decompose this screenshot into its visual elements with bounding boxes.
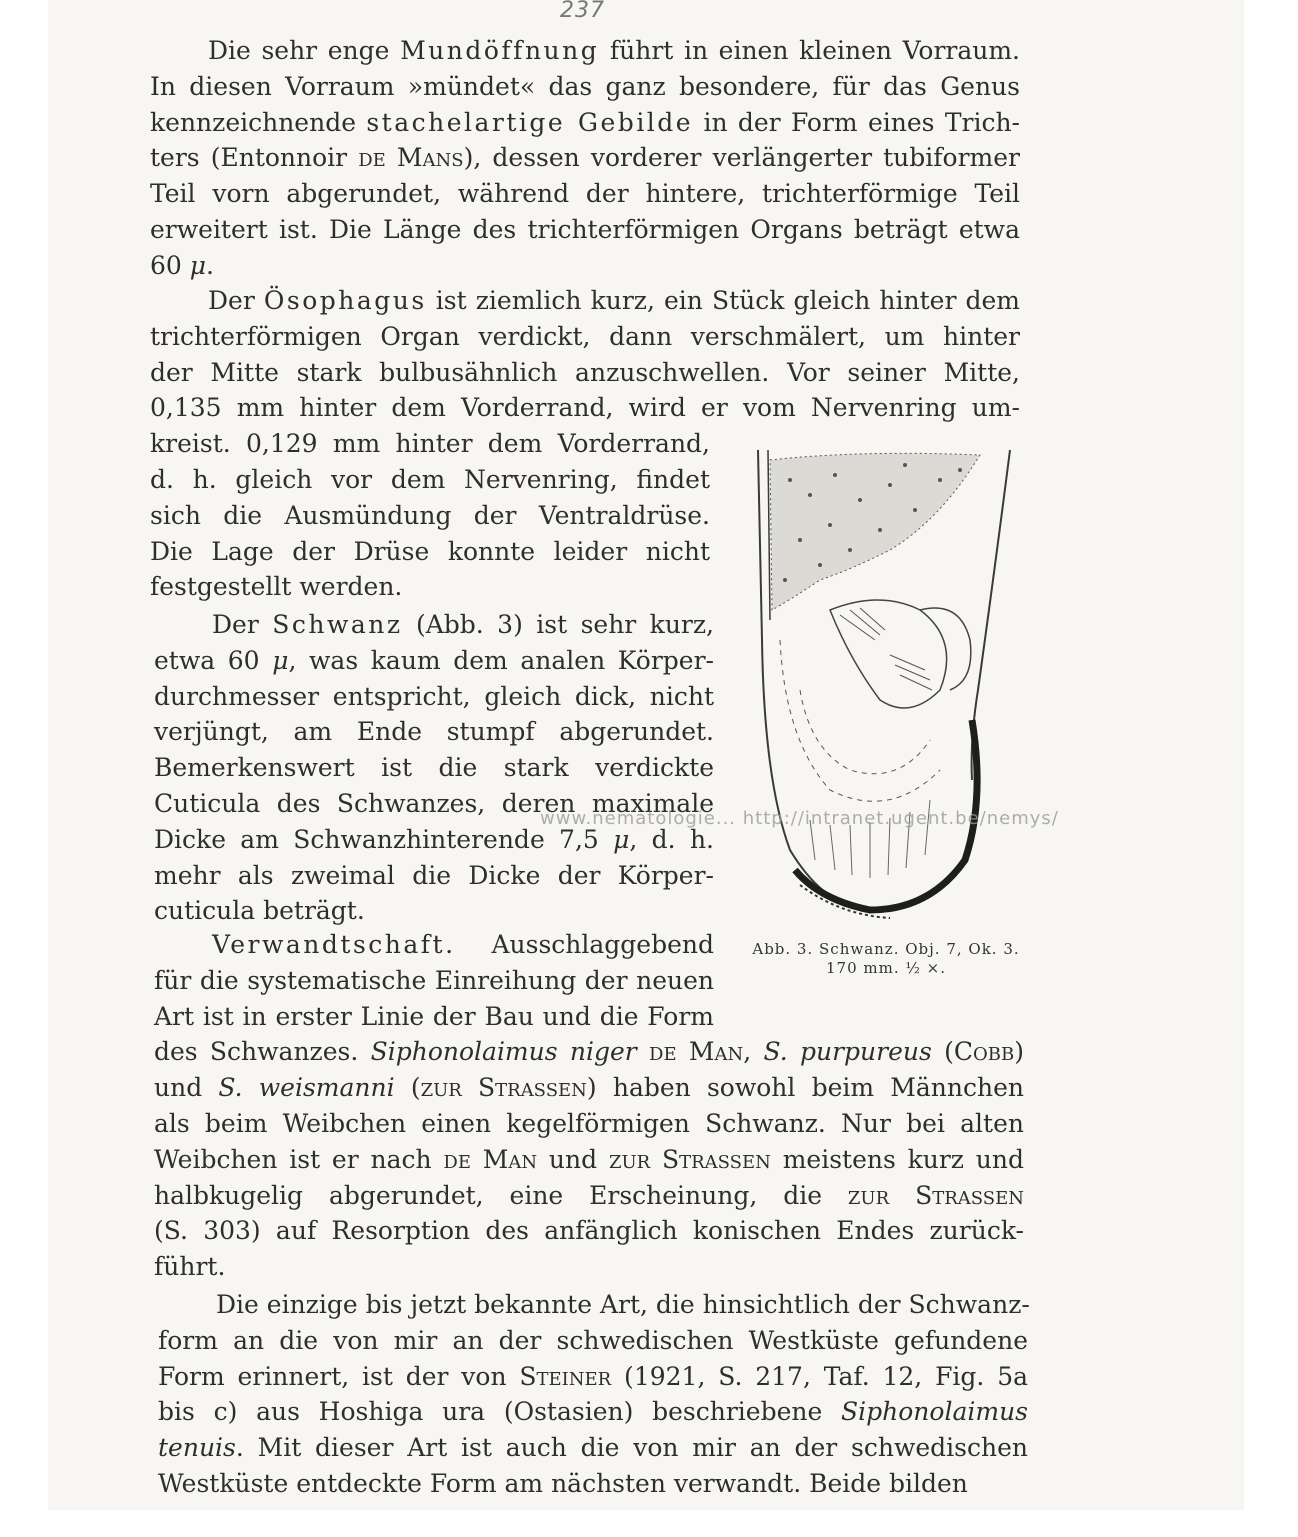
text-run: Die sehr enge — [208, 36, 401, 65]
text-run: festgestellt werden. — [150, 572, 403, 602]
text-run: ) — [1014, 1037, 1024, 1067]
text-run: Art ist in erster Linie der Bau und die Form — [154, 1001, 714, 1031]
paragraph-4-line — [212, 930, 714, 960]
paragraph-1-line — [208, 36, 1020, 66]
author-name: Cobb — [953, 1037, 1015, 1067]
italic-term: μ — [272, 645, 289, 675]
paragraph-5-line — [158, 1469, 968, 1499]
paragraph-3-line — [154, 646, 714, 676]
author-name: de Man — [649, 1037, 744, 1067]
text-run: (1921, S. 217, Taf. 12, Fig. 5a — [611, 1361, 1029, 1391]
text-run: der Mitte stark bulbusähnlich anzuschwellen. Vor seiner Mitte, — [150, 357, 1020, 387]
paragraph-4-line — [154, 1216, 1024, 1246]
text-run: (S. 303) auf Resorption des anfänglich konischen Endes zurück- — [154, 1216, 1024, 1246]
text-run: Dicke am Schwanzhinterende 7,5 — [154, 824, 614, 854]
italic-term: μ — [189, 250, 207, 280]
paragraph-2-line — [208, 286, 1020, 316]
paragraph-1-line — [150, 251, 214, 281]
text-run: cuticula beträgt. — [154, 896, 365, 926]
text-run: Form erinnert, ist der von — [158, 1361, 520, 1391]
text-run: verjüngt, am Ende stumpf abgerundet. — [154, 717, 714, 747]
caption-line-1: Abb. 3. Schwanz. Obj. 7, Ok. 3. — [752, 940, 1020, 958]
caption-line-2: 170 mm. ½ ×. — [825, 959, 947, 977]
text-run: ( — [931, 1037, 954, 1067]
page-number: 237 — [560, 0, 605, 23]
paragraph-3-line — [154, 682, 714, 712]
intestine-granules — [770, 453, 980, 610]
text-run: ), dessen vorderer verlängerter tubiformer — [463, 143, 1020, 173]
author-name: de Man — [443, 1144, 538, 1174]
paragraph-4-line — [154, 1145, 1024, 1175]
text-run: d. h. gleich vor dem Nervenring, findet — [150, 465, 710, 494]
paragraph-4-line — [154, 1037, 1024, 1067]
italic-term: S. purpureus — [763, 1037, 932, 1067]
text-run: form an die von mir an der schwedischen Westküste gefundene — [158, 1325, 1028, 1355]
text-run: sich die Ausmündung der Ventraldrüse. — [150, 500, 710, 530]
text-run: halbkugelig abgerundet, eine Erscheinung, die — [154, 1180, 848, 1210]
text-run: Cuticula des Schwanzes, deren maximale — [154, 789, 714, 818]
paragraph-3-line — [154, 825, 714, 855]
paragraph-4-line — [154, 1181, 1024, 1211]
paragraph-5-line — [216, 1290, 1028, 1320]
author-name: zur Strassen — [420, 1073, 587, 1103]
figure-caption — [736, 940, 1036, 978]
author-name: zur Strassen — [847, 1180, 1024, 1210]
paragraph-3-line — [154, 753, 714, 783]
paragraph-2-line — [150, 501, 710, 531]
paragraph-1-line — [150, 108, 1020, 138]
text-run: , was kaum dem analen Körper- — [288, 645, 714, 675]
author-name: de Mans — [358, 143, 464, 173]
paragraph-2-line — [150, 322, 1020, 352]
spaced-term: Verwandtschaft. — [212, 930, 456, 959]
body-outline-right — [972, 450, 1010, 780]
spaced-term: Schwanz — [272, 610, 403, 639]
text-run: 0,135 mm hinter dem Vorderrand, wird er vom Nervenring um- — [150, 393, 1020, 423]
paragraph-4-line — [154, 966, 714, 996]
italic-term: μ — [613, 824, 630, 854]
paragraph-2-line — [150, 537, 710, 567]
text-run: , d. h. — [629, 824, 714, 854]
text-run: Ausschlaggebend — [455, 930, 714, 959]
italic-term: Siphonolaimus — [841, 1397, 1028, 1427]
italic-term: Siphonolaimus niger — [370, 1037, 637, 1067]
paragraph-3-line — [154, 896, 365, 926]
paragraph-4-line — [154, 1002, 714, 1032]
text-run: und — [537, 1144, 609, 1174]
text-run: etwa 60 — [154, 645, 273, 675]
text-run: erweitert ist. Die Länge des trichterförmigen Organs beträgt etwa — [150, 215, 1020, 244]
text-run: 60 — [150, 250, 190, 280]
paragraph-3-line — [154, 717, 714, 747]
text-run: des Schwanzes. — [154, 1037, 371, 1067]
text-run: führt in einen kleinen Vorraum. — [599, 36, 1021, 65]
text-run: ist ziemlich kurz, ein Stück gleich hinter dem — [426, 286, 1020, 315]
text-run: bis c) aus Hoshiga ura (Ostasien) beschriebene — [158, 1397, 842, 1427]
text-run: mehr als zweimal die Dicke der Körper- — [154, 860, 714, 890]
text-run: Weibchen ist er nach — [154, 1144, 444, 1174]
text-run: (Abb. 3) ist sehr kurz, — [402, 610, 714, 639]
text-run: kreist. 0,129 mm hinter dem Vorderrand, — [150, 429, 710, 459]
paragraph-4-line — [154, 1252, 225, 1282]
text-run: . Mit dieser Art ist auch die von mir an der schwedischen — [235, 1433, 1028, 1463]
text-run: . — [206, 250, 214, 280]
spaced-term: Mundöffnung — [400, 36, 600, 65]
italic-term: tenuis — [158, 1433, 236, 1463]
paragraph-2-line — [150, 358, 1020, 388]
paragraph-5-line — [158, 1397, 1028, 1427]
text-run: als beim Weibchen einen kegelförmigen Schwanz. Nur bei alten — [154, 1109, 1024, 1138]
text-run: Der — [212, 610, 273, 639]
gland-structure — [830, 600, 947, 708]
author-name: zur Strassen — [608, 1144, 771, 1174]
text-run: meistens kurz und — [770, 1144, 1024, 1174]
paragraph-1-line — [150, 72, 1020, 102]
text-run: für die systematische Einreihung der neuen — [154, 965, 714, 995]
text-run: durchmesser entspricht, gleich dick, nicht — [154, 681, 714, 711]
watermark: www.nematologie... http://intranet.ugent.be/nemys/ — [540, 808, 1059, 829]
text-run: Bemerkenswert ist die stark verdickte — [154, 753, 714, 783]
text-run: Westküste entdeckte Form am nächsten verwandt. Beide bilden — [158, 1469, 968, 1498]
paragraph-1-line — [150, 143, 1020, 173]
paragraph-5-line — [158, 1326, 1028, 1356]
paragraph-2-line — [150, 465, 710, 495]
paragraph-2-line — [150, 572, 402, 602]
text-run: In diesen Vorraum »mündet« das ganz besondere, für das Genus — [150, 71, 1020, 101]
text-run: und — [154, 1073, 219, 1103]
paragraph-3-line — [154, 861, 714, 891]
paragraph-4-line — [154, 1073, 1024, 1103]
text-run: ters (Entonnoir — [150, 143, 359, 173]
text-run: Die einzige bis jetzt bekannte Art, die hinsichtlich der Schwanz- — [216, 1290, 1030, 1319]
spaced-term: stachelartige Gebilde — [366, 107, 694, 137]
text-run: Die Lage der Drüse konnte leider nicht — [150, 536, 710, 566]
text-run — [637, 1037, 649, 1066]
text-run: führt. — [154, 1252, 226, 1282]
text-run: ( — [394, 1073, 421, 1103]
text-run: , — [743, 1037, 764, 1067]
text-run: kennzeichnende — [150, 107, 367, 137]
paragraph-3-line — [212, 610, 714, 640]
paragraph-1-line — [150, 215, 1020, 245]
italic-term: S. weismanni — [218, 1073, 395, 1103]
text-run: ) haben sowohl beim Männchen — [586, 1073, 1024, 1103]
text-run: trichterförmigen Organ verdickt, dann verschmälert, um hinter — [150, 321, 1020, 351]
author-name: Steiner — [519, 1361, 612, 1391]
text-run: Teil vorn abgerundet, während der hintere, trichterförmige Teil — [150, 179, 1020, 209]
paragraph-5-line — [158, 1433, 1028, 1463]
paragraph-2-line — [150, 429, 710, 459]
figure-tail-drawing — [740, 440, 1030, 930]
text-run: in der Form eines Trich- — [693, 107, 1020, 137]
paragraph-2-line — [150, 393, 1020, 423]
paragraph-5-line — [158, 1362, 1028, 1392]
text-run: Der — [208, 286, 264, 315]
paragraph-1-line — [150, 179, 1020, 209]
paragraph-4-line — [154, 1109, 1024, 1139]
spaced-term: Ösophagus — [263, 286, 427, 315]
